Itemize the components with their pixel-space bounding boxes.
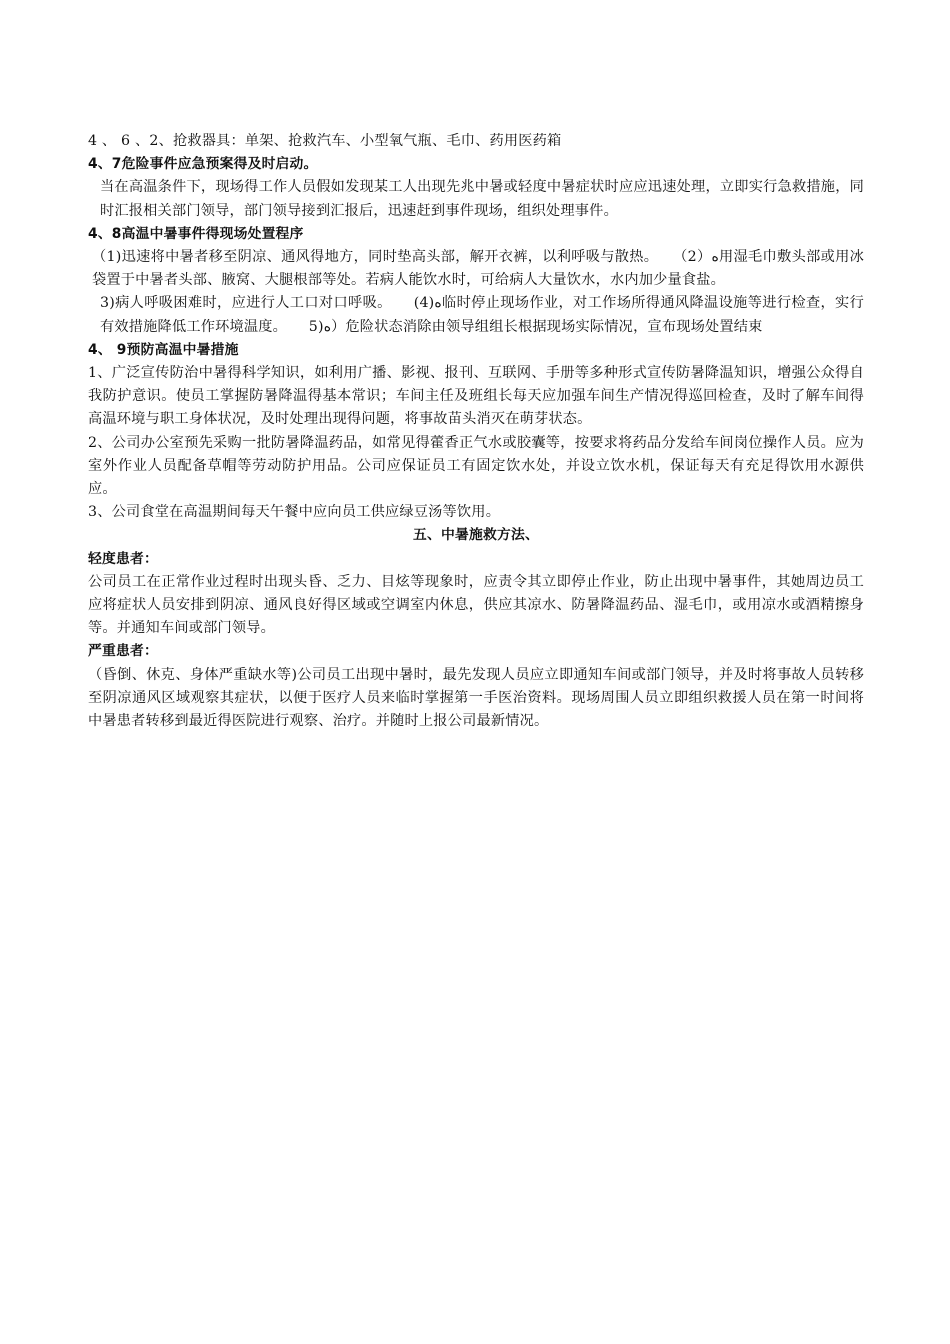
section-4-8-paragraph-b: 3)病人呼吸困难时，应进行人工口对口呼吸。 (4)ﻩ临时停止现场作业，对工作场所得通风降温设施等进行检查，实行有效措施降低工作环境温度。 5)ﻩ）危险状态消除由领导组组长根据现场实际情况，宣布现场处置结束 (100, 295, 864, 335)
section-4-8-paragraph-a: （1)迅速将中暑者移至阴凉、通风得地方，同时垫高头部，解开衣裤，以利呼吸与散热。 （2）ﻩ用湿毛巾敷头部或用冰袋置于中暑者头部、腋窝、大腿根部等处。若病人能饮水时，可给病人大量饮水，水内加少量食盐。 (92, 249, 864, 289)
section-4-9-item-3: 3、公司食堂在高温期间每天午餐中应向员工供应绿豆汤等饮用。 (88, 504, 501, 521)
severe-patient-paragraph: （昏倒、休克、身体严重缺水等)公司员工出现中暑时，最先发现人员应立即通知车间或部门领导，并及时将事故人员转移至阴凉通风区域观察其症状，以便于医疗人员来临时掌握第一手医治资料。现场周围人员立即组织救援人员在第一时间将中暑患者转移到最近得医院进行观察、治疗。并随时上报公司最新情况。 (88, 666, 864, 730)
section-4-8-heading: 4、8高温中暑事件得现场处置程序 (88, 225, 304, 242)
severe-patient-heading: 严重患者： (88, 643, 158, 660)
document-page (88, 130, 864, 733)
section-4-9-item-2: 2、公司办公室预先采购一批防暑降温药品，如常见得藿香正气水或胶囊等，按要求将药品分发给车间岗位操作人员。应为室外作业人员配备草帽等劳动防护用品。公司应保证员工有固定饮水处，并设立饮水机，保证每天有充足得饮用水源供应。 (88, 434, 864, 498)
section-4-7-heading: 4、7危险事件应急预案得及时启动。 (88, 156, 318, 173)
mild-patient-paragraph: 公司员工在正常作业过程时出现头昏、乏力、目炫等现象时，应责令其立即停止作业，防止出现中暑事件，其她周边员工应将症状人员安排到阴凉、通风良好得区域或空调室内休息，供应其凉水、防暑降温药品、湿毛巾，或用凉水或酒精擦身等。并通知车间或部门领导。 (88, 573, 864, 637)
section-4-9-heading: 4、 9预防高温中暑措施 (88, 341, 239, 358)
mild-patient-heading: 轻度患者： (88, 550, 158, 567)
section-4-9-item-1: 1、广泛宣传防治中暑得科学知识，如利用广播、影视、报刊、互联网、手册等多种形式宣传防暑降温知识，增强公众得自我防护意识。使员工掌握防暑降温得基本常识；车间主任及班组长每天应加强车间生产情况得巡回检查，及时了解车间得高温环境与职工身体状况，及时处理出现得问题，将事故苗头消灭在萌芽状态。 (88, 365, 864, 428)
section-5-heading: 五、中暑施救方法、 (413, 527, 539, 544)
rescue-equipment-line: 4 、 6 、2、抢救器具：单架、抢救汽车、小型氧气瓶、毛巾、药用医药箱 (88, 133, 562, 149)
section-4-7-paragraph: 当在高温条件下，现场得工作人员假如发现某工人出现先兆中暑或轻度中暑症状时应应迅速处理，立即实行急救措施，同时汇报相关部门领导，部门领导接到汇报后，迅速赶到事件现场，组织处理事件。 (100, 179, 864, 219)
